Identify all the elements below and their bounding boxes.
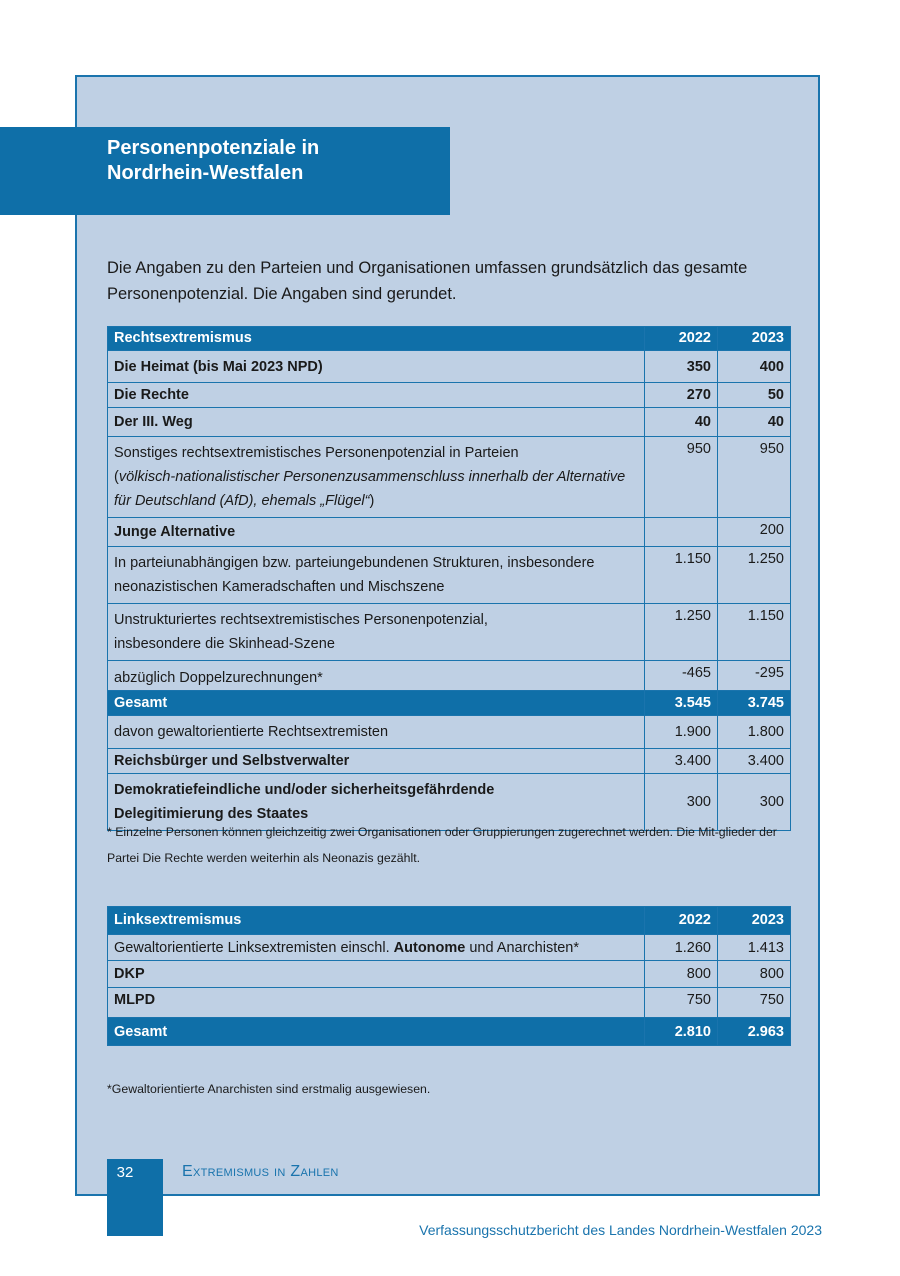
row-value-2022: 1.260 bbox=[645, 935, 718, 961]
row-value-2023: 50 bbox=[718, 383, 791, 408]
row-value-2022: 1.900 bbox=[645, 716, 718, 749]
total-label: Gesamt bbox=[108, 1018, 645, 1046]
row-value-2023: 1.413 bbox=[718, 935, 791, 961]
total-2023: 3.745 bbox=[718, 691, 791, 716]
table-row bbox=[108, 383, 791, 408]
row-label: Der III. Weg bbox=[108, 408, 645, 437]
total-row bbox=[108, 1018, 791, 1046]
page-number: 32 bbox=[116, 1164, 134, 1181]
row-value-2023: 40 bbox=[718, 408, 791, 437]
table-row bbox=[108, 661, 791, 691]
row-label: MLPD bbox=[108, 988, 645, 1018]
row-value-2022: 300 bbox=[645, 774, 718, 831]
row-value-2022: 1.150 bbox=[645, 547, 718, 604]
footnote-rechts: * Einzelne Personen können gleichzeitig zwei Organisationen oder Gruppierungen zugerechnet werden. Die Mit-glieder der Partei Die Rechte werden weiterhin als Neonazis gezählt. bbox=[107, 825, 777, 865]
row-value-2023: 300 bbox=[718, 774, 791, 831]
row-value-2022: 800 bbox=[645, 961, 718, 988]
row-value-2023: 800 bbox=[718, 961, 791, 988]
table-row bbox=[108, 988, 791, 1018]
table-row bbox=[108, 961, 791, 988]
row-value-2022: 40 bbox=[645, 408, 718, 437]
row-label: Demokratiefeindliche und/oder sicherheitsgefährdende Delegitimierung des Staates bbox=[108, 774, 645, 831]
row-label: Unstrukturiertes rechtsextremistisches Personenpotenzial, insbesondere die Skinhead-Szene bbox=[108, 604, 645, 661]
total-row bbox=[108, 691, 791, 716]
header-2022: 2022 bbox=[645, 327, 718, 351]
row-value-2023: 950 bbox=[718, 437, 791, 518]
header-label: Linksextremismus bbox=[108, 907, 645, 935]
section-title: Extremismus in Zahlen bbox=[182, 1163, 339, 1180]
table-row bbox=[108, 518, 791, 547]
row-label: In parteiunabhängigen bzw. parteiungebundenen Strukturen, insbesondere neonazistischen Kameradschaften und Mischszene bbox=[108, 547, 645, 604]
row-value-2022: 950 bbox=[645, 437, 718, 518]
table-row bbox=[108, 408, 791, 437]
row-label: DKP bbox=[108, 961, 645, 988]
row-value-2022: -465 bbox=[645, 661, 718, 691]
table-row bbox=[108, 547, 791, 604]
total-2022: 2.810 bbox=[645, 1018, 718, 1046]
row-value-2023: 3.400 bbox=[718, 749, 791, 774]
table-row bbox=[108, 749, 791, 774]
footnote-links: *Gewaltorientierte Anarchisten sind erstmalig ausgewiesen. bbox=[107, 1082, 431, 1096]
row-value-2022: 350 bbox=[645, 351, 718, 383]
table-header bbox=[108, 327, 791, 351]
table-linksextremismus bbox=[107, 906, 791, 1046]
total-label: Gesamt bbox=[108, 691, 645, 716]
row-label: Gewaltorientierte Linksextremisten einschl. Autonome und Anarchisten* bbox=[108, 935, 645, 961]
total-2023: 2.963 bbox=[718, 1018, 791, 1046]
table-row bbox=[108, 604, 791, 661]
table-row bbox=[108, 351, 791, 383]
table-row bbox=[108, 935, 791, 961]
footer-text: Verfassungsschutzbericht des Landes Nordrhein-Westfalen 2023 bbox=[419, 1222, 822, 1238]
table-row bbox=[108, 716, 791, 749]
header-2022: 2022 bbox=[645, 907, 718, 935]
row-label: Die Rechte bbox=[108, 383, 645, 408]
table-rechtsextremismus bbox=[107, 326, 791, 831]
page-title: Personenpotenziale in Nordrhein-Westfalen bbox=[107, 137, 320, 184]
row-value-2023: -295 bbox=[718, 661, 791, 691]
row-label: abzüglich Doppelzurechnungen* bbox=[108, 661, 645, 691]
row-value-2023: 200 bbox=[718, 518, 791, 547]
row-value-2023: 1.250 bbox=[718, 547, 791, 604]
row-value-2023: 750 bbox=[718, 988, 791, 1018]
intro-paragraph: Die Angaben zu den Parteien und Organisationen umfassen grundsätzlich das gesamte Personenpotenzial. Die Angaben sind gerundet. bbox=[107, 259, 748, 303]
row-value-2022: 750 bbox=[645, 988, 718, 1018]
row-label: Die Heimat (bis Mai 2023 NPD) bbox=[108, 351, 645, 383]
row-value-2023: 1.150 bbox=[718, 604, 791, 661]
row-value-2023: 1.800 bbox=[718, 716, 791, 749]
header-2023: 2023 bbox=[718, 907, 791, 935]
table-row bbox=[108, 437, 791, 518]
header-label: Rechtsextremismus bbox=[108, 327, 645, 351]
row-label: Sonstiges rechtsextremistisches Personenpotenzial in Parteien (völkisch-nationalistischer Personenzusammenschluss innerhalb der Alternative für Deutschland (AfD), ehemals „Flügel“) bbox=[108, 437, 645, 518]
row-value-2022: 270 bbox=[645, 383, 718, 408]
row-value-2023: 400 bbox=[718, 351, 791, 383]
row-label: davon gewaltorientierte Rechtsextremisten bbox=[108, 716, 645, 749]
row-value-2022: 1.250 bbox=[645, 604, 718, 661]
total-2022: 3.545 bbox=[645, 691, 718, 716]
row-value-2022 bbox=[645, 518, 718, 547]
header-2023: 2023 bbox=[718, 327, 791, 351]
table-header bbox=[108, 907, 791, 935]
row-label: Junge Alternative bbox=[108, 518, 645, 547]
row-value-2022: 3.400 bbox=[645, 749, 718, 774]
row-label: Reichsbürger und Selbstverwalter bbox=[108, 749, 645, 774]
